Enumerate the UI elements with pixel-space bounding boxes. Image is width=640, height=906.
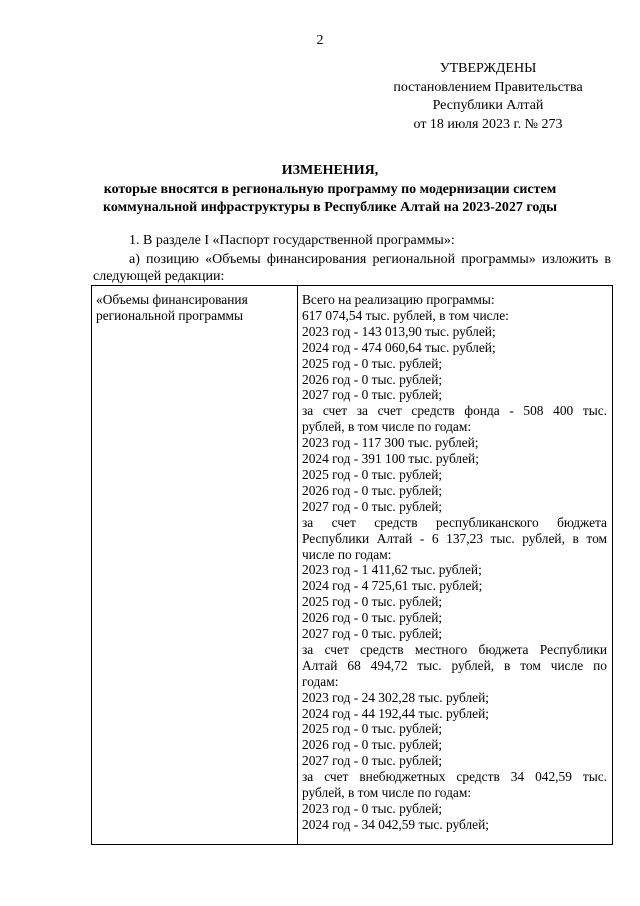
paragraph-2: а) позицию «Объемы финансирования региональной программы» изложить в следующей редакции: (93, 252, 611, 284)
table-cell-content (298, 286, 613, 845)
list-item: за счет средств республиканского бюджета (302, 514, 607, 530)
approval-line-2: Республики Алтай (432, 98, 544, 113)
paragraph-1: 1. В разделе I «Паспорт государственной программы»: (129, 233, 455, 248)
list-item: 2023 год - 1 411,62 тыс. рублей; (302, 562, 482, 578)
list-item: 2025 год - 0 тыс. рублей; (302, 594, 443, 610)
list-item: рублей, в том числе по годам: (302, 419, 472, 435)
list-item: 2023 год - 117 300 тыс. рублей; (302, 435, 479, 451)
list-item: годам: (302, 673, 339, 689)
list-item: 2027 год - 0 тыс. рублей; (302, 387, 443, 403)
table-cell-label (92, 286, 298, 845)
list-item: 2024 год - 4 725,61 тыс. рублей; (302, 578, 483, 594)
title-line-3: коммунальной инфраструктуры в Республике Алтай на 2023-2027 годы (102, 200, 558, 215)
title-line-1: ИЗМЕНЕНИЯ, (281, 163, 379, 178)
list-item: 2026 год - 0 тыс. рублей; (302, 610, 443, 626)
list-item: за счет за счет средств фонда - 508 400 тыс. (302, 403, 607, 419)
list-item: 2026 год - 0 тыс. рублей; (302, 482, 443, 498)
table-row (92, 286, 613, 845)
list-item: 2024 год - 391 100 тыс. рублей; (302, 451, 479, 467)
list-item: Республики Алтай - 6 137,23 тыс. рублей, в том (302, 530, 607, 546)
list-item: за счет средств местного бюджета Республики (302, 641, 607, 657)
list-item: 2025 год - 0 тыс. рублей; (302, 355, 443, 371)
list-item: 2025 год - 0 тыс. рублей; (302, 466, 443, 482)
list-item: 2025 год - 0 тыс. рублей; (302, 721, 443, 737)
approval-line-1: постановлением Правительства (393, 79, 583, 95)
list-item: 2027 год - 0 тыс. рублей; (302, 753, 443, 769)
title-line-2: которые вносятся в региональную программу по модернизации систем (103, 181, 557, 197)
list-item: рублей, в том числе по годам: (302, 785, 472, 801)
list-item: 2024 год - 44 192,44 тыс. рублей; (302, 705, 489, 721)
list-item: 2026 год - 0 тыс. рублей; (302, 371, 443, 387)
list-item: 2027 год - 0 тыс. рублей; (302, 498, 443, 514)
funding-table (91, 285, 613, 845)
list-item: 2024 год - 474 060,64 тыс. рублей; (302, 339, 496, 355)
approval-block (380, 60, 596, 134)
list-item: 2023 год - 24 302,28 тыс. рублей; (302, 689, 489, 705)
list-item: 2027 год - 0 тыс. рублей; (302, 626, 443, 642)
list-item: Алтай 68 494,72 тыс. рублей, в том числе по (302, 657, 607, 673)
list-item: 2024 год - 34 042,59 тыс. рублей; (302, 816, 489, 832)
approval-heading: УТВЕРЖДЕНЫ (439, 61, 537, 76)
list-item: 2023 год - 0 тыс. рублей; (302, 801, 443, 816)
list-item: 617 074,54 тыс. рублей, в том числе: (302, 307, 509, 323)
list-item: за счет внебюджетных средств 34 042,59 тыс. (302, 769, 607, 785)
page-number: 2 (316, 33, 324, 48)
document-title (60, 162, 600, 218)
funding-label: «Объемы финансирования региональной программы (96, 292, 248, 323)
list-item: Всего на реализацию программы: (302, 292, 495, 307)
list-item: 2026 год - 0 тыс. рублей; (302, 737, 443, 753)
list-item: числе по годам: (302, 546, 392, 562)
list-item: 2023 год - 143 013,90 тыс. рублей; (302, 323, 496, 339)
approval-line-3: от 18 июля 2023 г. № 273 (413, 116, 563, 132)
